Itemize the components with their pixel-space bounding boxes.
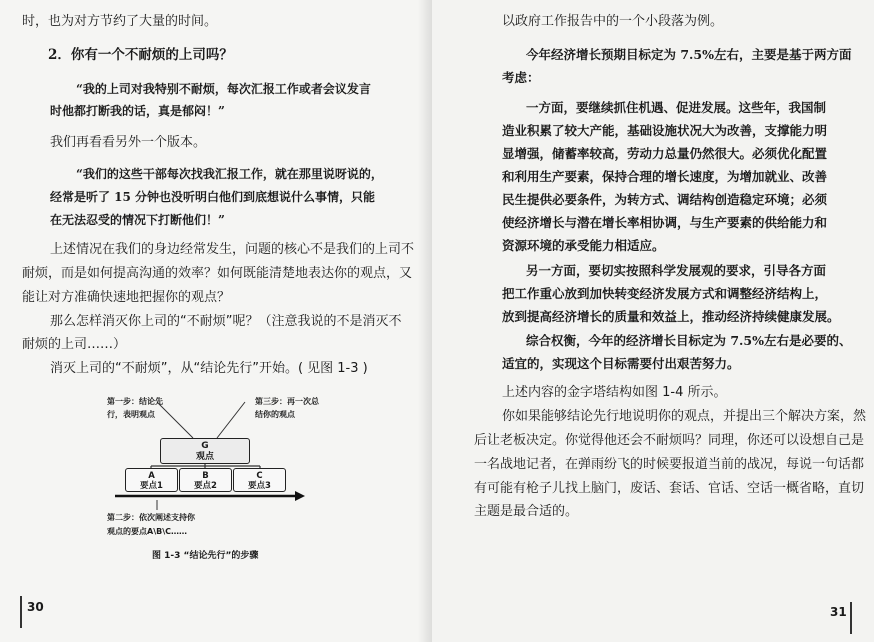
step3-label-line-2: 结你的观点 bbox=[255, 410, 295, 419]
right-line-11: 另一方面，要切实按照科学发展观的要求，引导各方面 bbox=[526, 263, 827, 278]
left-page-bar bbox=[20, 596, 22, 628]
left-line-9: 上述情况在我们的身边经常发生，问题的核心不是我们的上司不 bbox=[50, 242, 415, 257]
right-page bbox=[432, 0, 874, 642]
right-line-19: 一名战地记者，在弹雨纷飞的时候要报道当前的战况，每说一句话都 bbox=[474, 457, 865, 472]
right-line-1: 以政府工作报告中的一个小段落为例。 bbox=[502, 14, 724, 29]
right-line-7: 和利用生产要素，保持合理的增长速度，为增加就业、改善 bbox=[502, 169, 828, 184]
g-viewpoint-box bbox=[160, 438, 250, 464]
step2-label-line-2: 观点的要点A\B\C…… bbox=[107, 527, 188, 536]
section-heading: 2．你有一个不耐烦的上司吗？ bbox=[48, 47, 233, 63]
left-page bbox=[0, 0, 432, 642]
left-page-number: 30 bbox=[27, 600, 44, 614]
right-line-3: 考虑： bbox=[502, 70, 540, 85]
right-line-4: 一方面，要继续抓住机遇、促进发展。这些年，我国制 bbox=[526, 100, 827, 115]
step3-label-line-1: 第三步：再一次总 bbox=[255, 397, 319, 406]
step3-pointer-line bbox=[217, 402, 245, 438]
left-line-1: 时，也为对方节约了大量的时间。 bbox=[22, 14, 218, 29]
figure-1-3-diagram bbox=[95, 392, 319, 544]
point-box-c bbox=[233, 468, 286, 492]
right-line-18: 后让老板决定。你觉得他还会不耐烦吗？同理，你还可以设想自己是 bbox=[474, 433, 865, 448]
left-line-11: 能让对方准确快速地把握你的观点？ bbox=[22, 290, 231, 305]
point-a-letter: A bbox=[148, 471, 155, 481]
left-line-14: 消灭上司的“不耐烦”，从“结论先行”开始。( 见图 1-3 ) bbox=[50, 361, 368, 376]
quote-1-line-1: “我的上司对我特别不耐烦，每次汇报工作或者会议发言 bbox=[76, 82, 371, 96]
right-line-17: 你如果能够结论先行地说明你的观点，并提出三个解决方案，然 bbox=[502, 409, 867, 424]
right-line-15: 适宜的，实现这个目标需要付出艰苦努力。 bbox=[502, 356, 740, 371]
right-line-20: 有可能有枪子儿找上脑门，废话、套话、官话、空话一概省略，直切 bbox=[474, 481, 865, 496]
left-line-5: 我们再看看另外一个版本。 bbox=[50, 135, 207, 150]
right-page-number: 31 bbox=[830, 605, 847, 619]
point-c-label: 要点3 bbox=[248, 481, 271, 491]
right-line-21: 主题是最合适的。 bbox=[474, 504, 579, 519]
step1-pointer-line bbox=[157, 402, 193, 438]
right-line-8: 民生提供必要条件，为转方式、调结构创造稳定环境；必须 bbox=[502, 192, 828, 207]
point-box-a bbox=[125, 468, 178, 492]
point-b-letter: B bbox=[202, 471, 209, 481]
left-line-13: 耐烦的上司……） bbox=[22, 337, 127, 352]
right-line-12: 把工作重心放到加快转变经济发展方式和调整经济结构上， bbox=[502, 286, 828, 301]
g-letter: G bbox=[201, 441, 209, 451]
right-line-10: 资源环境的承受能力相适应。 bbox=[502, 238, 665, 253]
right-line-16: 上述内容的金字塔结构如图 1-4 所示。 bbox=[502, 385, 727, 400]
g-label: 观点 bbox=[195, 452, 214, 462]
right-line-14: 综合权衡，今年的经济增长目标定为 7.5%左右是必要的、 bbox=[526, 333, 852, 348]
quote-1-line-2: 时他都打断我的话，真是郁闷！” bbox=[50, 104, 225, 118]
left-line-10: 耐烦，而是如何提高沟通的效率？如何既能清楚地表达你的观点，又 bbox=[22, 266, 413, 281]
quote-2-line-2: 经常是听了 15 分钟也没听明白他们到底想说什么事情，只能 bbox=[50, 190, 376, 204]
step2-label-line-1: 第二步：依次阐述支持你 bbox=[107, 513, 195, 522]
right-line-5: 造业积累了较大产能，基础设施状况大为改善，支撑能力明 bbox=[502, 123, 828, 138]
point-a-label: 要点1 bbox=[140, 481, 163, 491]
right-line-2: 今年经济增长预期目标定为 7.5%左右，主要是基于两方面 bbox=[526, 47, 852, 62]
right-page-bar bbox=[850, 602, 852, 634]
left-line-12: 那么怎样消灭你上司的“不耐烦”呢？（注意我说的不是消灭不 bbox=[50, 314, 402, 329]
figure-caption: 图 1-3 “结论先行”的步骤 bbox=[152, 551, 259, 561]
quote-2-line-3: 在无法忍受的情况下打断他们！” bbox=[50, 213, 225, 227]
flow-arrow-head bbox=[295, 491, 305, 501]
point-b-label: 要点2 bbox=[194, 481, 217, 491]
step1-label-line-1: 第一步：结论先 bbox=[107, 397, 163, 406]
right-line-6: 显增强，储蓄率较高，劳动力总量仍然很大。必须优化配置 bbox=[502, 146, 828, 161]
quote-2-line-1: “我们的这些干部每次找我汇报工作，就在那里说呀说的， bbox=[76, 167, 383, 181]
right-line-9: 使经济增长与潜在增长率相协调，与生产要素的供给能力和 bbox=[502, 215, 828, 230]
point-c-letter: C bbox=[256, 471, 263, 481]
step1-label-line-2: 行，表明观点 bbox=[107, 410, 155, 419]
point-box-b bbox=[179, 468, 232, 492]
right-line-13: 放到提高经济增长的质量和效益上，推动经济持续健康发展。 bbox=[502, 309, 840, 324]
